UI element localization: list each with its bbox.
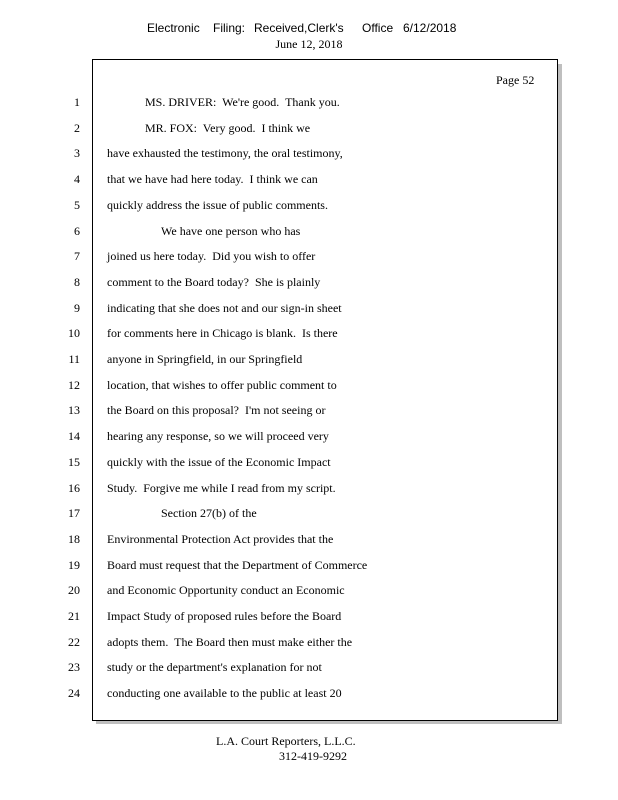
transcript-line: joined us here today. Did you wish to offer — [107, 249, 316, 263]
transcript-line: quickly with the issue of the Economic Impact — [107, 455, 331, 469]
line-number: 8 — [74, 275, 80, 289]
line-number: 2 — [74, 121, 80, 135]
line-number: 11 — [68, 352, 80, 366]
transcript-line: anyone in Springfield, in our Springfield — [107, 352, 303, 366]
transcript-line: location, that wishes to offer public comment to — [107, 378, 337, 392]
transcript-line: the Board on this proposal? I'm not seeing or — [107, 403, 326, 417]
transcript-line: quickly address the issue of public comments. — [107, 198, 328, 212]
transcript-line: MR. FOX: Very good. I think we — [145, 121, 311, 135]
transcript-line: and Economic Opportunity conduct an Economic — [107, 583, 345, 597]
line-number: 21 — [68, 609, 80, 623]
line-number: 22 — [68, 635, 80, 649]
transcript-line: study or the department's explanation for not — [107, 660, 322, 674]
transcript-line: comment to the Board today? She is plainly — [107, 275, 321, 289]
transcript-line: Study. Forgive me while I read from my script. — [107, 481, 336, 495]
line-number: 5 — [74, 198, 80, 212]
line-number: 4 — [74, 172, 80, 186]
line-number: 20 — [68, 583, 80, 597]
line-number: 1 — [74, 95, 80, 109]
page-number: Page 52 — [496, 73, 535, 87]
transcript-line: hearing any response, so we will proceed very — [107, 429, 329, 443]
line-number: 15 — [68, 455, 80, 469]
stamp-word-office: Office — [362, 21, 394, 35]
footer-company: L.A. Court Reporters, L.L.C. — [216, 734, 356, 748]
line-number: 13 — [68, 403, 80, 417]
line-number: 12 — [68, 378, 80, 392]
transcript-line: that we have had here today. I think we can — [107, 172, 318, 186]
line-number: 19 — [68, 558, 80, 572]
transcript-line: Impact Study of proposed rules before the Board — [107, 609, 342, 623]
line-number: 6 — [74, 224, 80, 238]
line-number: 10 — [68, 326, 80, 340]
transcript-line: MS. DRIVER: We're good. Thank you. — [145, 95, 340, 109]
line-number: 23 — [68, 660, 80, 674]
transcript-line: Board must request that the Department of Commerce — [107, 558, 368, 572]
footer-phone: 312-419-9292 — [279, 749, 347, 763]
stamp-word-electronic: Electronic — [147, 21, 200, 35]
line-number: 7 — [74, 249, 80, 263]
line-number: 3 — [74, 146, 80, 160]
line-number: 18 — [68, 532, 80, 546]
transcript-line: have exhausted the testimony, the oral testimony, — [107, 146, 343, 160]
transcript-line: Environmental Protection Act provides that the — [107, 532, 334, 546]
stamp-word-received: Received,Clerk's — [254, 21, 344, 35]
line-number: 16 — [68, 481, 80, 495]
transcript-line: for comments here in Chicago is blank. Is there — [107, 326, 338, 340]
transcript-line: We have one person who has — [161, 224, 301, 238]
transcript-line: Section 27(b) of the — [161, 506, 257, 520]
stamp-date: 6/12/2018 — [403, 21, 457, 35]
line-number: 14 — [68, 429, 80, 443]
line-number: 24 — [68, 686, 80, 700]
line-number: 9 — [74, 301, 80, 315]
transcript-line: conducting one available to the public at least 20 — [107, 686, 342, 700]
line-number: 17 — [68, 506, 80, 520]
transcript-line: adopts them. The Board then must make either the — [107, 635, 353, 649]
stamp-word-filing: Filing: — [213, 21, 246, 35]
transcript-line: indicating that she does not and our sign-in sheet — [107, 301, 342, 315]
hearing-date: June 12, 2018 — [275, 37, 343, 51]
